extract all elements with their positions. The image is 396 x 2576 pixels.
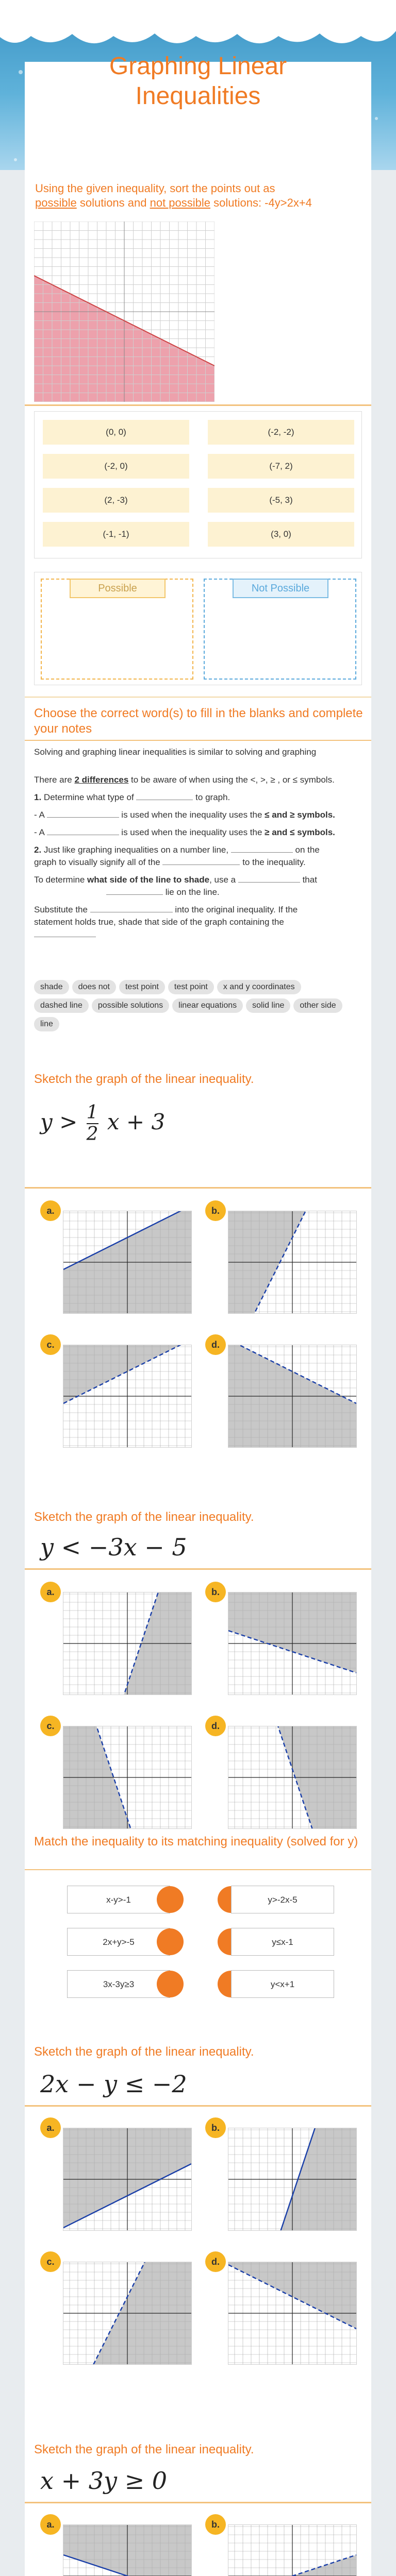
word-chip[interactable]: test point	[168, 980, 214, 994]
word-chip[interactable]: other side	[293, 998, 342, 1013]
q2-expression: y < −3x − 5	[40, 1533, 187, 1561]
divider	[25, 404, 371, 406]
word-chip[interactable]: shade	[34, 980, 69, 994]
option-badge[interactable]: d.	[205, 1334, 226, 1355]
q5-expression: x + 3y ≥ 0	[40, 2467, 168, 2495]
option-graph[interactable]	[228, 1592, 357, 1695]
match-left-item[interactable]: 3x-3y≥3	[67, 1970, 170, 1998]
word-chip[interactable]: possible solutions	[92, 998, 169, 1013]
point-card[interactable]: (-2, 0)	[43, 454, 189, 479]
page-title: Graphing Linear Inequalities	[109, 53, 287, 110]
match-connector[interactable]	[157, 1886, 184, 1913]
q3-heading: Match the inequality to its matching inequality (solved for y)	[34, 1835, 358, 1849]
possible-label: Possible	[70, 579, 166, 598]
sort-bins	[34, 572, 362, 685]
option-graph[interactable]	[63, 2262, 192, 2365]
point-card[interactable]: (-1, -1)	[43, 522, 189, 547]
option-graph[interactable]	[228, 2262, 357, 2365]
option-badge[interactable]: d.	[205, 1716, 226, 1736]
word-chip[interactable]: dashed line	[34, 998, 89, 1013]
not-possible-label: Not Possible	[233, 579, 328, 598]
option-graph[interactable]	[63, 2524, 192, 2576]
point-card[interactable]: (-5, 3)	[208, 488, 354, 513]
q2-heading: Sketch the graph of the linear inequality.	[34, 1510, 254, 1524]
option-badge[interactable]: c.	[40, 2251, 61, 2272]
option-badge[interactable]: a.	[40, 2514, 61, 2535]
divider	[25, 1187, 371, 1189]
points-grid	[34, 411, 362, 558]
option-graph[interactable]	[228, 1726, 357, 1829]
option-badge[interactable]: c.	[40, 1716, 61, 1736]
blank-input[interactable]	[106, 894, 163, 895]
option-badge[interactable]: a.	[40, 1200, 61, 1221]
match-right-item[interactable]: y>-2x-5	[231, 1886, 334, 1913]
option-graph[interactable]	[228, 1211, 357, 1314]
q1-expression: y > $\frac{1}{2}$ x + 3	[40, 1102, 166, 1145]
option-graph[interactable]	[63, 1211, 192, 1314]
point-card[interactable]: (-7, 2)	[208, 454, 354, 479]
option-badge[interactable]: d.	[205, 2251, 226, 2272]
possible-bin[interactable]	[41, 579, 193, 680]
option-graph[interactable]	[63, 1345, 192, 1448]
match-left-item[interactable]: 2x+y>-5	[67, 1928, 170, 1956]
word-chip[interactable]: linear equations	[172, 998, 243, 1013]
word-bank	[34, 980, 364, 1036]
q5-heading: Sketch the graph of the linear inequality.	[34, 2443, 254, 2456]
option-graph[interactable]	[228, 2524, 357, 2576]
word-chip[interactable]: line	[34, 1017, 59, 1031]
sort-instruction: Using the given inequality, sort the points out as possible solutions and not possible solutions: -4y>2x+4	[35, 182, 312, 209]
word-chip[interactable]: test point	[119, 980, 165, 994]
option-badge[interactable]: b.	[205, 1200, 226, 1221]
option-graph[interactable]	[63, 1592, 192, 1695]
option-graph[interactable]	[63, 1726, 192, 1829]
option-badge[interactable]: a.	[40, 1582, 61, 1602]
option-graph[interactable]	[228, 1345, 357, 1448]
blank-input[interactable]	[238, 882, 300, 883]
word-chip[interactable]: x and y coordinates	[217, 980, 301, 994]
word-chip[interactable]: does not	[72, 980, 116, 994]
match-right-item[interactable]: y≤x-1	[231, 1928, 334, 1956]
point-card[interactable]: (0, 0)	[43, 420, 189, 445]
match-right-item[interactable]: y<x+1	[231, 1970, 334, 1998]
point-card[interactable]: (-2, -2)	[208, 420, 354, 445]
option-graph[interactable]	[228, 2128, 357, 2231]
match-connector[interactable]	[157, 1928, 184, 1955]
word-chip[interactable]: solid line	[246, 998, 290, 1013]
notes-paragraph: Solving and graphing linear inequalities is similar to solving and graphing There are 2 differences to be aware of when using the <, >, ≥ , or ≤ symbols. 1. Determine what type of to graph. - A is used when the inequality uses the ≤ and ≥ symbols. - A is used when the inequality uses the ≥ and ≤ symbols. 2. Just like graphing inequalities on a number line, on the graph to visually signify all of the to the inequality. To determine what side of the line to shade, use a that lie on the line. Substitute the into the original inequality. If the statement holds true, shade that side of the graph containing the	[34, 746, 364, 941]
q4-heading: Sketch the graph of the linear inequality.	[34, 2045, 254, 2059]
match-connector[interactable]	[157, 1971, 184, 1997]
divider	[25, 2502, 371, 2503]
point-card[interactable]: (3, 0)	[208, 522, 354, 547]
divider	[25, 1869, 371, 1870]
q1-heading: Sketch the graph of the linear inequality.	[34, 1072, 254, 1086]
option-badge[interactable]: a.	[40, 2117, 61, 2138]
option-badge[interactable]: c.	[40, 1334, 61, 1355]
fill-heading: Choose the correct word(s) to fill in the blanks and complete your notes	[34, 706, 363, 736]
divider	[25, 2105, 371, 2107]
option-badge[interactable]: b.	[205, 2514, 226, 2535]
blank-input[interactable]	[47, 817, 119, 818]
divider	[25, 740, 371, 741]
blank-input[interactable]	[231, 852, 293, 853]
option-graph[interactable]	[63, 2128, 192, 2231]
sort-graph	[34, 222, 214, 402]
option-badge[interactable]: b.	[205, 1582, 226, 1602]
match-left-item[interactable]: x-y>-1	[67, 1886, 170, 1913]
point-card[interactable]: (2, -3)	[43, 488, 189, 513]
q4-expression: 2x − y ≤ −2	[40, 2070, 187, 2098]
not-possible-bin[interactable]	[204, 579, 356, 680]
divider	[25, 1568, 371, 1570]
match-area	[34, 1878, 362, 2012]
divider	[25, 697, 371, 698]
option-badge[interactable]: b.	[205, 2117, 226, 2138]
